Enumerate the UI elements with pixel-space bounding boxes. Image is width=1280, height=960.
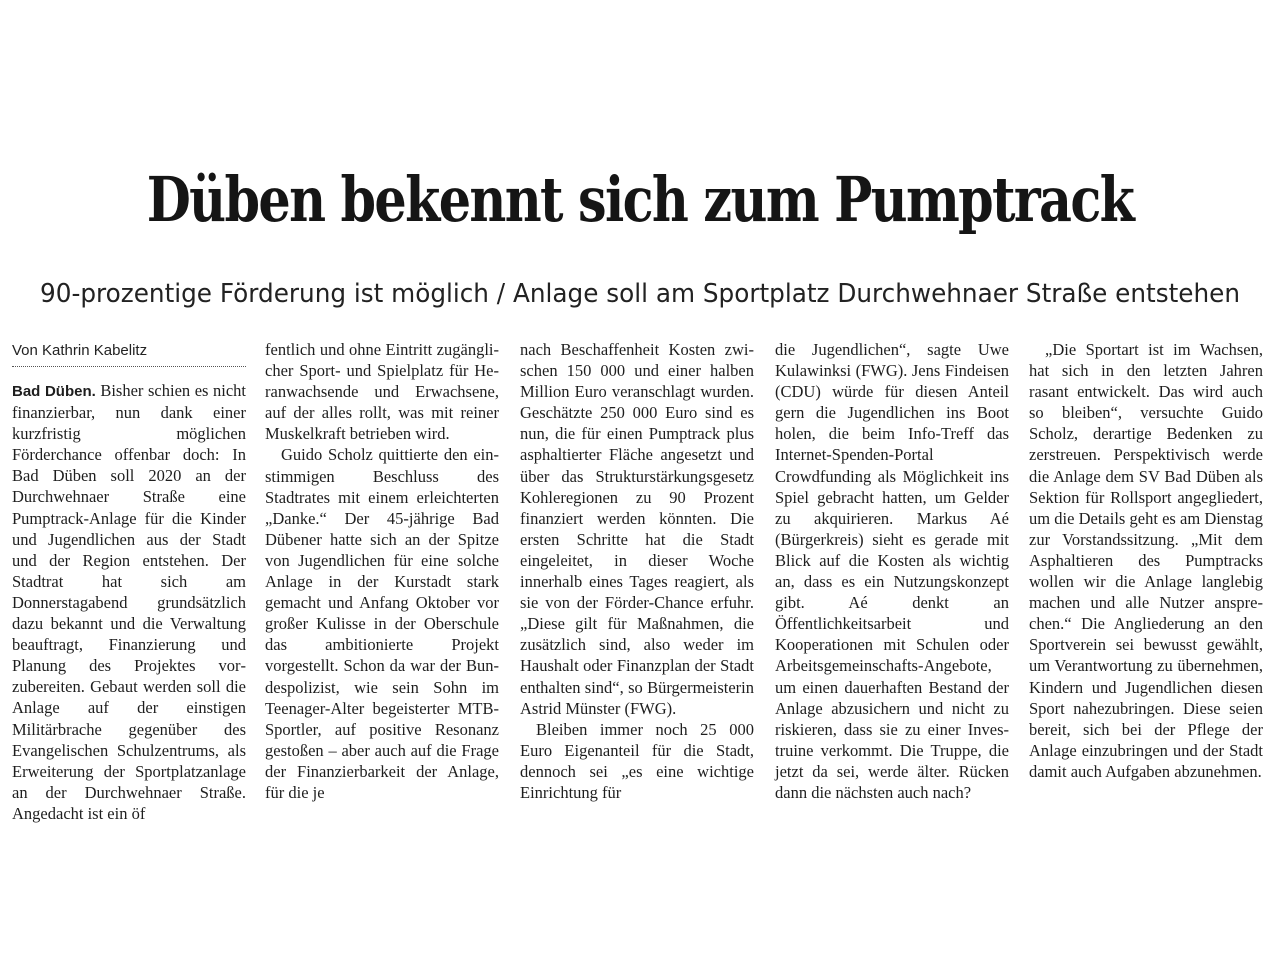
article-column-5 [1029, 339, 1263, 782]
paragraph-text: Bisher schien es nicht finanzierbar, nun dank einer kurzfristig möglichen Förderchance offenbar doch: In Bad Düben soll 2020 an der Durchwehnaer Straße eine Pumptrack-Anlage für die Kinder und Jugendlichen aus der Stadt und der Region entstehen. Der Stadtrat hat sich am Donnerstagabend grundsätzlich dazu bekannt und die Verwaltung beauftragt, Finanzierung und Planung des Projektes vorzubereiten. Gebaut werden soll die Anlage auf der einstigen Militärbrache gegenüber des Evangelischen Schulzentrums, als Erweiterung der Sportplatzanlage an der Durchwehnaer Straße. Angedacht ist ein öf [12, 381, 246, 823]
article-column-2 [265, 339, 499, 803]
article-paragraph: die Jugendlichen“, sagte Uwe Kulawinksi (FWG). Jens Findeisen (CDU) würde für diesen Anteil gern die Jugendlichen ins Boot holen, die beim Info-Treff das Internet-Spenden-Portal Crowdfunding als Möglichkeit ins Spiel gebracht hatten, um Gelder zu akquirieren. Markus Aé (Bürgerkreis) sieht es gerade mit Blick auf die Kosten als wichtig an, dass es ein Nutzungskonzept gibt. Aé denkt an Öffentlichkeitsarbeit und Kooperationen mit Schulen oder Arbeitsgemeinschafts-Angebote, um einen dauerhaften Bestand der Anlage abzusichern und nicht zu riskieren, dass sie zu einer Investruine verkommt. Die Truppe, die jetzt da sei, werde älter. Rücken dann die nächsten auch nach? [775, 340, 1009, 802]
article-column-4 [775, 339, 1009, 803]
byline: Von Kathrin Kabelitz [12, 341, 246, 367]
article-paragraph: Bleiben immer noch 25 000 Euro Eigenanteil für die Stadt, dennoch sei „es eine wichtige Einrichtung für [520, 719, 754, 802]
article-paragraph: „Die Sportart ist im Wachsen, hat sich in den letzten Jahren rasant entwickelt. Das wird auch so bleiben“, versuchte Guido Scholz, derartige Bedenken zu zerstreuen. Perspektivisch werde die Anlage dem SV Bad Düben als Sektion für Rollsport angegliedert, um die Details geht es am Dienstag zur Vorstandssitzung. „Mit dem Asphaltieren des Pumptracks wollen wir die Anlage langlebig machen und alle Nutzer ansprechen.“ Die Angliederung an den Sportverein sei bewusst gewählt, um Verantwortung zu übernehmen, Kindern und Jugendlichen diesen Sport nahezubringen. Diese seien bereit, sich bei der Pflege der Anlage einzubringen und der Stadt damit auch Aufgaben abzunehmen. [1029, 340, 1263, 781]
subheadline: 90-prozentige Förderung ist möglich / Anlage soll am Sportplatz Durchwehnaer Straße entstehen [40, 279, 1240, 309]
article-column-1 [12, 380, 246, 824]
article-column-3 [520, 339, 754, 803]
dateline: Bad Düben. [12, 383, 96, 400]
article-paragraph: fentlich und ohne Eintritt zugänglicher Sport- und Spielplatz für Heranwachsende und Erwachsene, auf der alles rollt, was mit reiner Muskelkraft betrieben wird. [265, 340, 499, 444]
article-paragraph: Guido Scholz quittierte den einstimmigen Beschluss des Stadtrates mit einem erleichterten „Danke.“ Der 45-jährige Bad Dübener hatte sich an der Spitze von Jugendlichen für eine solche Anlage in der Kurstadt stark gemacht und Anfang Oktober vor großer Kulisse in der Oberschule das ambitionierte Projekt vorgestellt. Schon da war der Bundespolizist, wie sein Sohn im Teenager-Alter begeisterter MTB-Sportler, auf positive Resonanz gestoßen – aber auch auf die Frage der Finanzierbarkeit der Anlage, für die je [265, 445, 499, 802]
article-paragraph: nach Beschaffenheit Kosten zwischen 150 000 und einer halben Million Euro veranschlagt wurden. Geschätzte 250 000 Euro sind es nun, die für einen Pumptrack plus asphaltierter Fläche angesetzt und über das Strukturstärkungsgesetz Kohleregionen zu 90 Prozent finanziert werden könnten. Die ersten Schritte hat die Stadt eingeleitet, in dieser Woche innerhalb eines Tages reagiert, als sie von der Förder-Chance erfuhr. „Diese gilt für Maßnahmen, die zusätzlich sind, also weder im Haushalt oder Finanzplan der Stadt enthalten sind“, so Bürgermeisterin Astrid Münster (FWG). [520, 340, 754, 718]
article-paragraph [12, 380, 246, 824]
headline: Düben bekennt sich zum Pumptrack [146, 163, 1134, 236]
